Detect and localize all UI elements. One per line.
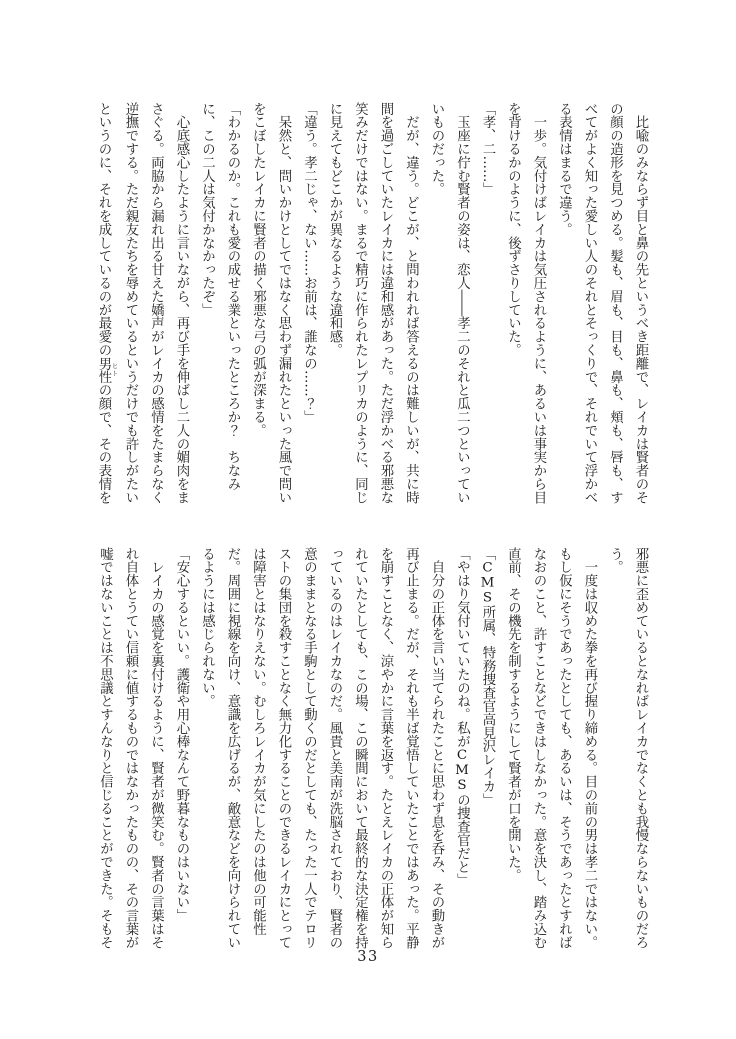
text-line: 呆然と、問いかけとしてではなく思わず漏れたといった風で問い [276,102,291,504]
text-line: さぐる。両脇から漏れ出る甘えた嬌声がレイカの感情をたまらなく [148,102,164,504]
text-line: っているのはレイカなのだ。風貴と美南が洗脳されており、賢者の [327,547,342,949]
text-line: を背けるかのように、後ずさりしていた。 [505,102,521,357]
text-line: 意のままとなる手駒として動くのだとしても、たった一人でテロリ [301,547,317,949]
text-line: というのに、それを成しているのが最愛の男性 ヒトの顔で、その表情を [96,102,118,505]
text-line: を崩すことなく、涼やかに言葉を返す。たとえレイカの正体が知ら [378,547,393,949]
text-line: 嘘ではないことは不思議とすんなりと信じることができた。そもそ [97,547,113,949]
text-line: に見えてもどこかが異なるような違和感。 [327,102,342,357]
text-line: 「違う。孝二じゃ、ない……お前は、誰なの……？」 [301,102,317,424]
text-block-lower [92,547,653,950]
text-line: う。 [607,547,623,574]
text-line: べてがよく知った愛しい人のそれとそっくりで、それでいて浮かべ [582,102,597,504]
text-line: レイカの感覚を裏付けるように、賢者が微笑む。賢者の言葉はそ [148,547,164,949]
text-line: るようには感じられない。 [199,547,215,708]
text-line: いものだった。 [429,102,444,196]
text-line: 笑みだけではない。まるで精巧に作られたレプリカのように、同じ [352,102,368,504]
text-line: る表情はまるで違う。 [556,102,572,236]
text-line: の顔の造形を見つめる。髪も、眉も、目も、鼻も、頬も、唇も、す [607,102,623,504]
text-line: 「CMS所属、特務捜査官高見沢レイカ」 [480,547,495,807]
page-number: 33 [357,949,379,965]
text-line: 比喩のみならず目と鼻の先というべき距離で、レイカは賢者のそ [633,102,648,504]
latin-acronym: CMS [454,748,470,793]
text-line: 玉座に佇む賢者の姿は、恋人――孝二のそれと瓜二つといってい [454,102,470,504]
text-block-upper [91,102,654,505]
text-line: 「孝、二……」 [480,102,495,196]
text-line: 一歩。気付けばレイカは気圧されるように、あるいは事実から目 [531,102,546,504]
text-line: 自分の正体を言い当てられたことに思わず息を呑み、その動きが [429,547,444,949]
latin-acronym: CMS [480,560,495,606]
text-line: をこぼしたレイカに賢者の描く邪悪な弓の弧が深まる。 [250,102,266,437]
text-line: 一度は収めた拳を再び握り締める。目の前の男は孝二ではない。 [582,547,597,949]
text-line: れ自体とうてい信頼に値するものではなかったものの、その言葉が [123,547,138,949]
text-line: もし仮にそうであったとしても、あるいは、そうであったとすれば [556,547,572,949]
text-line: 逆撫でする。ただ親友たちを辱めているというだけでも許しがたい [123,102,138,504]
ruby-annotation: 男性 ヒト [96,356,118,384]
text-line: なおのこと、許すことなどできはしなかった。意を決し、踏み込む [531,547,546,949]
text-line: れていたとしても、この場、この瞬間において最終的な決定権を持 [352,547,368,949]
text-line: 「やはり気付いていたのね。私がCMSの捜査官だと」 [454,547,470,887]
text-line: 間を過ごしていたレイカには違和感があった。ただ浮かべる邪悪な [378,102,393,504]
text-line: ストの集団を殺すことなく無力化することのできるレイカにとって [276,547,291,949]
text-line: 再び止まる。だが、それも半ば覚悟していたことではあった。平静 [403,547,419,949]
text-line: は障害とはなりえない。むしろレイカが気にしたのは他の可能性 [250,547,266,936]
text-line: だが、違う。どこが、と問われれば答えるのは難しいが、共に時 [403,102,419,504]
text-line: 「安心するといい。護衛や用心棒なんて野暮なものはいない」 [174,547,189,923]
text-line: 直前、その機先を制するようにして賢者が口を開いた。 [505,547,521,882]
text-line: 心底感心したように言いながら、再び手を伸ばし二人の媚肉をま [174,102,189,504]
text-line: 邪悪に歪めているとなればレイカでなくとも我慢ならないものだろ [633,547,648,949]
text-line: 「わかるのか。これも愛の成せる業といったところか？ ちなみ [225,102,240,491]
text-line: に、この二人は気付かなかったぞ」 [199,102,215,317]
text-line: だ。周囲に視線を向け、意識を広げるが、敵意などを向けられてい [225,547,240,949]
